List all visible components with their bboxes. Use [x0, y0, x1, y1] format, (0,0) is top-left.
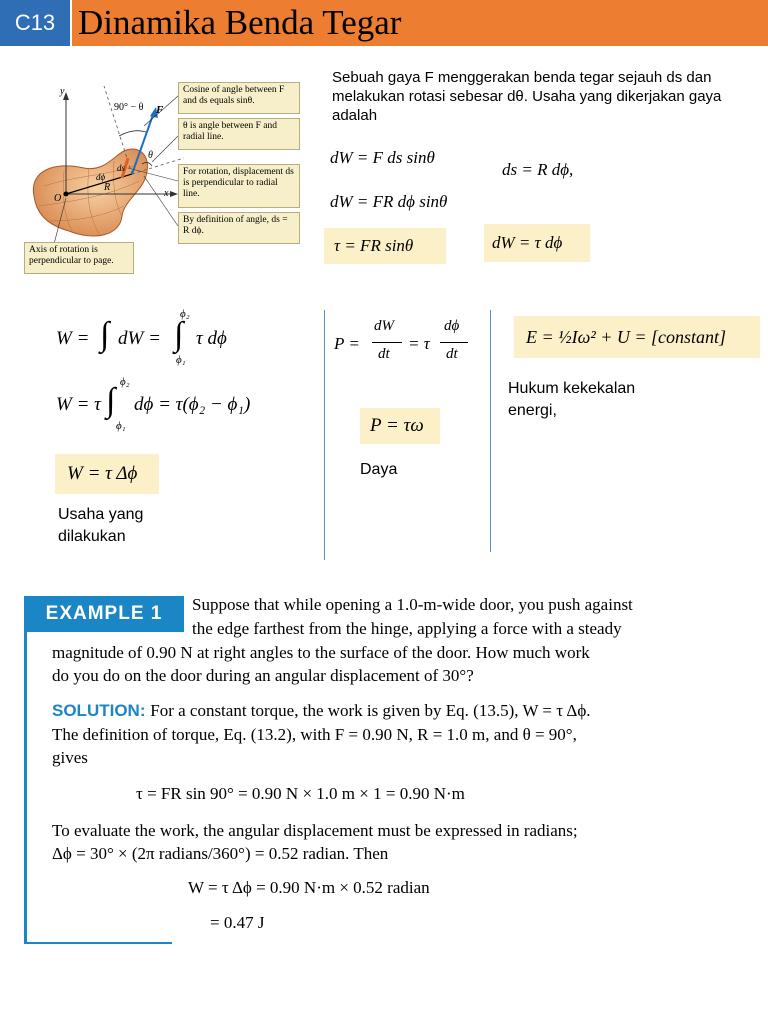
work-mid: dW =	[118, 328, 161, 349]
callout-theta: θ is angle between F and radial line.	[178, 118, 300, 150]
integral-sign-1: ∫	[100, 316, 110, 353]
example-solution-2: The definition of torque, Eq. (13.2), with F = 0.90 N, R = 1.0 m, and θ = 90°,	[52, 725, 577, 744]
power-num-2: dϕ	[444, 318, 460, 334]
eq-work-integral	[56, 308, 256, 372]
example-problem-4: do you do on the door during an angular displacement of 30°?	[52, 666, 474, 685]
lower-limit-2: ϕ₁	[116, 420, 126, 432]
solution-label: SOLUTION:	[52, 701, 146, 720]
intro-text: Sebuah gaya F menggerakan benda tegar sejauh ds dan melakukan rotasi sebesar dθ. Usaha yang dikerjakan gaya adalah	[332, 69, 722, 124]
example-bottom-border	[24, 942, 172, 944]
work2-rhs: dϕ = τ(ϕ₂ − ϕ₁)	[134, 394, 251, 415]
eq-dw-fds: dW = F ds sinθ	[330, 148, 435, 167]
ds-label: ds	[117, 163, 126, 173]
column-divider-2	[490, 310, 491, 552]
page-title: Dinamika Benda Tegar	[78, 3, 402, 42]
callout-axis: Axis of rotation is perpendicular to page.	[24, 242, 134, 274]
work-lhs: W =	[56, 328, 90, 349]
callout-rotation: For rotation, displacement ds is perpendicular to radial line.	[178, 164, 300, 208]
work2-lhs: W = τ	[56, 394, 101, 415]
note-hukum: Hukum kekekalan energi,	[508, 380, 636, 419]
callout-definition: By definition of angle, ds = R dϕ.	[178, 212, 300, 244]
note-usaha: Usaha yang dilakukan	[58, 506, 144, 545]
power-num-1: dW	[374, 318, 394, 334]
eq-dw-frd: dW = FR dϕ sinθ	[330, 192, 448, 211]
angle-label: 90° − θ	[114, 102, 144, 113]
power-den-1: dt	[378, 346, 390, 362]
column-divider-1	[324, 310, 325, 560]
eq-energy: E = ½Iω² + U = [constant]	[514, 316, 760, 358]
integral-sign-3: ∫	[106, 382, 116, 419]
power-mid: = τ	[408, 334, 430, 353]
example-problem-3: magnitude of 0.90 N at right angles to the surface of the door. How much work	[52, 643, 590, 662]
origin-label: O	[54, 193, 62, 204]
example-solution-line-1	[52, 700, 591, 722]
dphi-label: dϕ	[96, 172, 106, 182]
callout-cosine: Cosine of angle between F and ds equals sinθ.	[178, 82, 300, 114]
example-evaluate-1: To evaluate the work, the angular displacement must be expressed in radians;	[52, 821, 578, 840]
force-label: F	[156, 104, 164, 116]
power-lhs: P =	[334, 334, 360, 353]
example-left-border	[24, 596, 27, 944]
solution-text-1: For a constant torque, the work is given by Eq. (13.5), W = τ Δϕ.	[150, 701, 591, 720]
rotation-diagram	[24, 76, 304, 276]
theta-label: θ	[148, 150, 153, 161]
eq-power	[334, 318, 484, 374]
upper-limit-2: ϕ₂	[120, 376, 130, 388]
eq-work-tau	[56, 376, 296, 440]
upper-limit-1: ϕ₂	[180, 308, 190, 320]
eq-torque: τ = FR sinθ	[324, 228, 446, 264]
power-den-2: dt	[446, 346, 458, 362]
example-torque-eq: τ = FR sin 90° = 0.90 N × 1.0 m × 1 = 0.90 N·m	[136, 784, 465, 803]
example-label: EXAMPLE 1	[24, 596, 184, 632]
radius-label: R	[104, 182, 111, 193]
power-frac-bar-2	[440, 342, 468, 343]
chapter-code: C13	[0, 0, 70, 46]
eq-ds: ds = R dϕ,	[502, 160, 574, 179]
integral-sign-2: ∫	[174, 316, 184, 353]
work-rhs: τ dϕ	[196, 328, 227, 349]
x-axis-label: x	[164, 188, 169, 199]
example-evaluate-2: Δϕ = 30° × (2π radians/360°) = 0.52 radian. Then	[52, 844, 389, 863]
example-work-eq: W = τ Δϕ = 0.90 N·m × 0.52 radian	[188, 878, 430, 897]
power-frac-bar-1	[372, 342, 402, 343]
eq-dw-tau: dW = τ dϕ	[484, 224, 590, 262]
example-problem-1: Suppose that while opening a 1.0-m-wide door, you push against	[192, 595, 633, 614]
eq-power-final: P = τω	[360, 408, 440, 444]
y-axis-label: y	[60, 86, 65, 97]
example-solution-3: gives	[52, 748, 88, 767]
example-problem-2: the edge farthest from the hinge, applying a force with a steady	[192, 619, 622, 638]
note-daya: Daya	[360, 461, 398, 478]
eq-work-final: W = τ Δϕ	[55, 454, 159, 494]
rigid-body-shape	[33, 149, 147, 236]
example-work-result: = 0.47 J	[210, 913, 265, 932]
lower-limit-1: ϕ₁	[176, 354, 186, 366]
